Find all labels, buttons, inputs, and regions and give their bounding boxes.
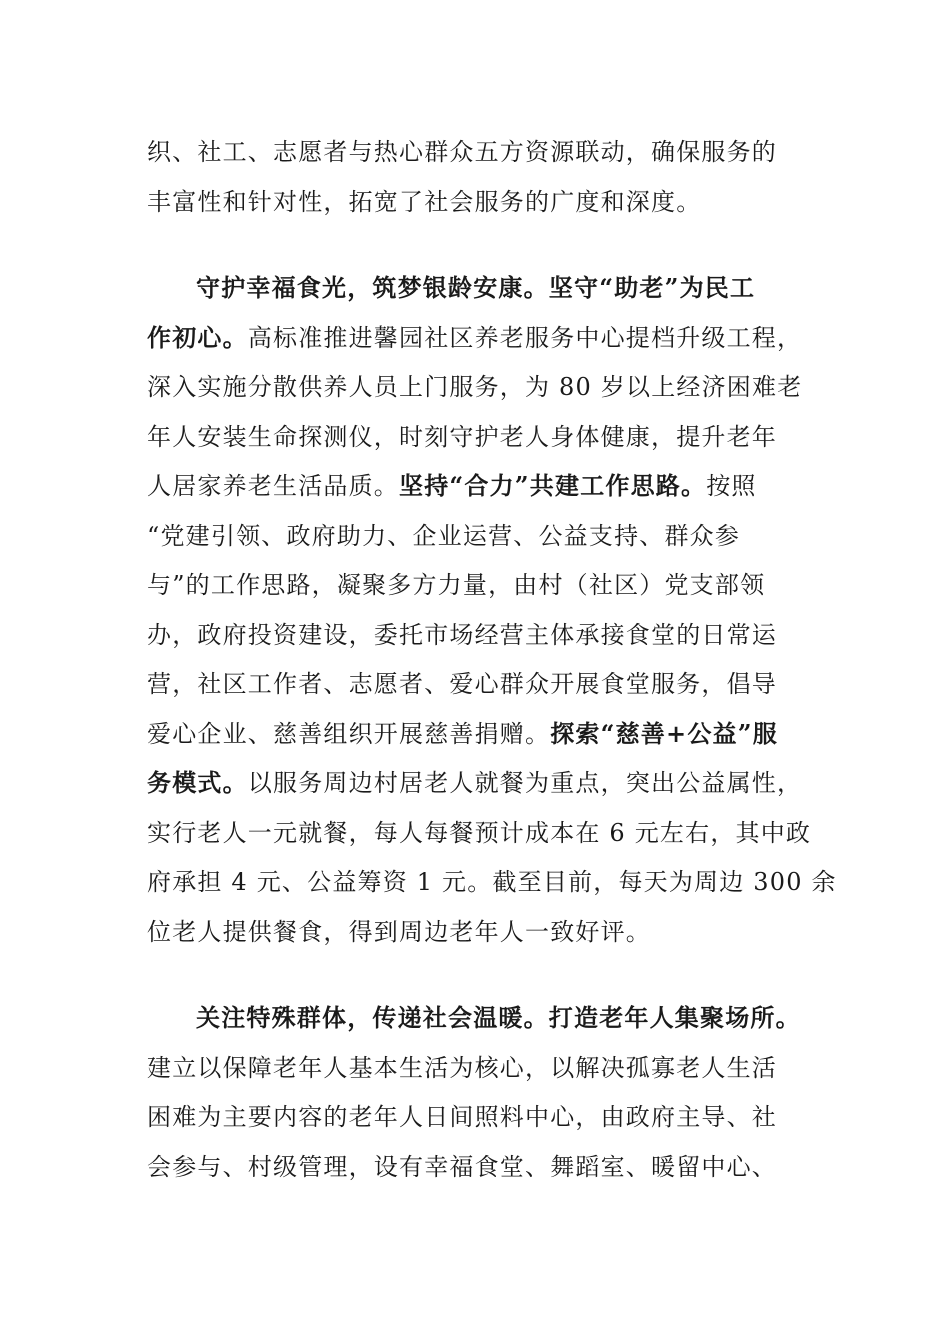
p2-line-12 [147,808,812,858]
p3-line-4 [147,1142,807,1192]
p2-line-5-rest: 按照 [706,472,757,500]
p1-line-2 [147,177,807,227]
p1-line-1 [147,127,807,177]
p2-line-13-text: 府承担 4 元、公益筹资 1 元。截至目前，每天为周边 300 余 [147,868,837,896]
p2-line-14-text: 位老人提供餐食，得到周边老年人一致好评。 [147,918,651,946]
p2-line-8 [147,610,807,660]
p2-line-11-bold: 务模式。 [147,768,248,797]
p2-line-11 [147,758,807,808]
p2-line-12-text: 实行老人一元就餐，每人每餐预计成本在 6 元左右，其中政 [147,819,812,847]
p2-line-4-text: 年人安装生命探测仪，时刻守护老人身体健康，提升老年 [147,423,777,451]
p3-line-3 [147,1092,807,1142]
p2-line-4 [147,412,807,462]
p2-line-5-text: 人居家养老生活品质。 [147,472,399,500]
p2-line-2-bold: 作初心。 [147,323,248,352]
p2-line-3 [147,362,807,412]
p3-line-1 [196,993,856,1043]
p2-line-7 [147,560,807,610]
p2-line-6-text: “党建引领、政府助力、企业运营、公益支持、群众参 [147,522,741,550]
p2-line-7-text: 与”的工作思路，凝聚多方力量，由村（社区）党支部领 [147,571,766,599]
p2-heading: 守护幸福食光，筑梦银龄安康。坚守“助老”为民工 [196,273,756,302]
p2-line-8-text: 办，政府投资建设，委托市场经营主体承接食堂的日常运 [147,621,777,649]
p2-line-2 [147,313,807,363]
p2-line-13 [147,857,837,907]
p1-line-2-text: 丰富性和针对性，拓宽了社会服务的广度和深度。 [147,188,702,216]
p3-line-4-text: 会参与、村级管理，设有幸福食堂、舞蹈室、暖留中心、 [147,1153,777,1181]
p2-line-9-text: 营，社区工作者、志愿者、爱心群众开展食堂服务，倡导 [147,670,777,698]
p3-line-2 [147,1043,807,1093]
p2-line-10-text: 爱心企业、慈善组织开展慈善捐赠。 [147,720,551,748]
p2-line-14 [147,907,807,957]
p2-line-10-bold: 探索“慈善+公益”服 [550,719,778,748]
p2-line-5 [147,461,807,511]
p2-line-11-text: 以服务周边村居老人就餐为重点，突出公益属性， [247,769,803,797]
p3-line-2-text: 建立以保障老年人基本生活为核心，以解决孤寡老人生活 [147,1054,777,1082]
p2-line-9 [147,659,807,709]
p2-line-2-text: 高标准推进馨园社区养老服务中心提档升级工程， [247,324,803,352]
p2-line-5-bold: 坚持“合力”共建工作思路。 [399,471,707,500]
p1-line-1-text: 织、社工、志愿者与热心群众五方资源联动，确保服务的 [147,138,777,166]
p2-line-6 [147,511,807,561]
p3-heading: 关注特殊群体，传递社会温暖。打造老年人集聚场所。 [196,1003,801,1032]
p2-line-3-text: 深入实施分散供养人员上门服务，为 80 岁以上经济困难老 [147,373,803,401]
p3-line-3-text: 困难为主要内容的老年人日间照料中心，由政府主导、社 [147,1103,777,1131]
p2-line-10 [147,709,807,759]
p2-line-1 [196,263,856,313]
